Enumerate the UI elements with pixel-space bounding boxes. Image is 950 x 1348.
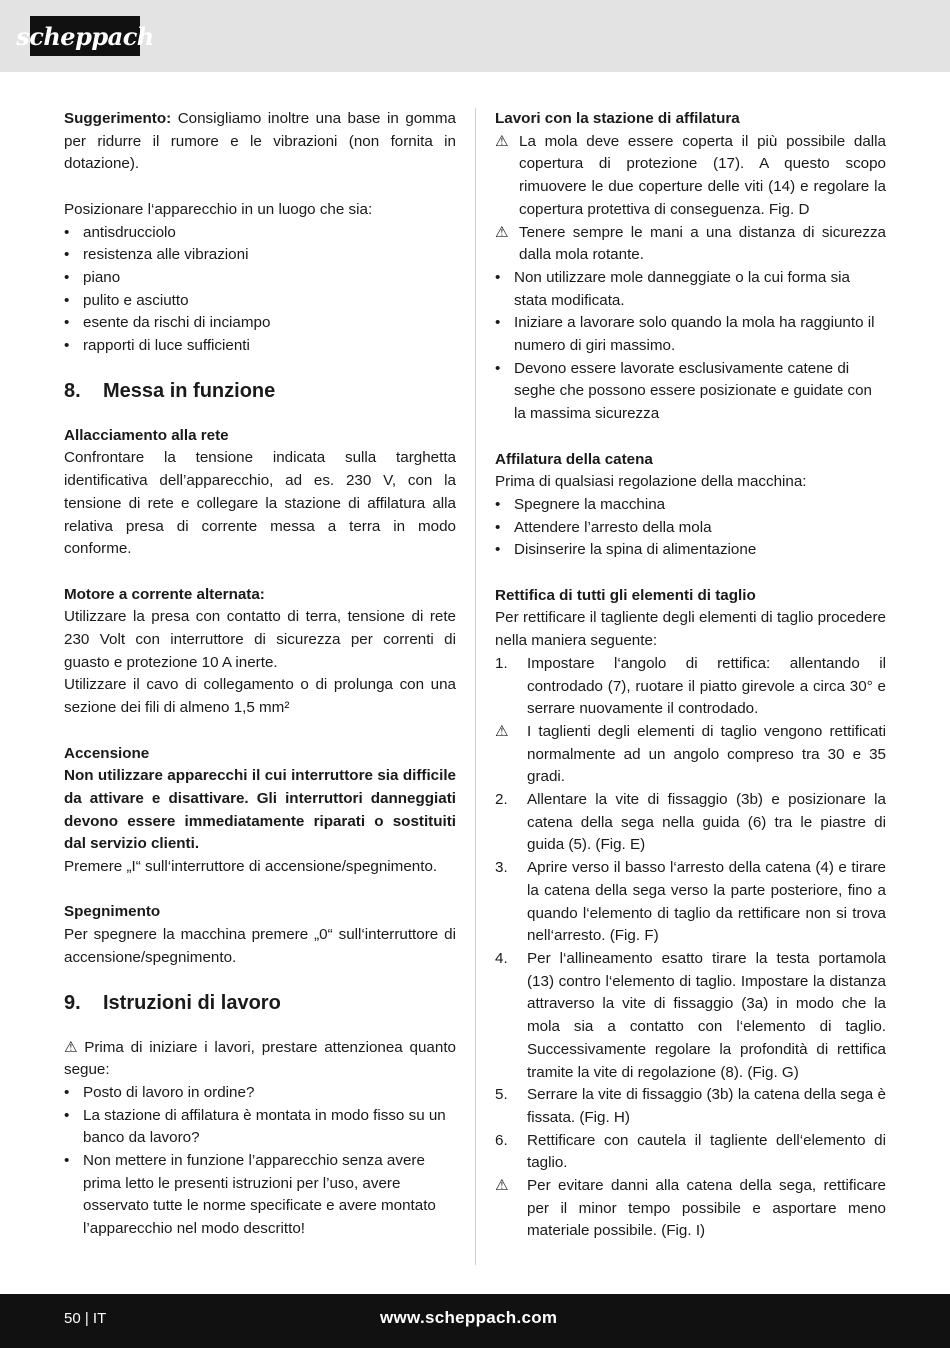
- section-8-heading: [64, 378, 456, 404]
- station-item: • Non utilizzare mole danneggiate o la cui forma sia stata modificata.: [495, 267, 886, 312]
- work-checklist: [64, 1082, 456, 1241]
- placement-item: • resistenza alle vibrazioni: [64, 244, 456, 267]
- footer-bar: [0, 1294, 950, 1348]
- grinding-steps: [495, 653, 886, 1243]
- switch-off-text: Per spegnere la macchina premere „0“ sull‘interruttore di accensione/spegnimento.: [64, 926, 456, 966]
- column-divider: [475, 108, 476, 1265]
- warning-icon: ⚠: [495, 722, 509, 740]
- grinding-step: [495, 653, 886, 721]
- mains-text: Confrontare la tensione indicata sulla targhetta identificativa dell’apparecchio, ad es. 230 V, con la tensione di rete e collegare la stazione di affilatura alla relativa presa di corrente messa a terra in modo conforme.: [64, 449, 456, 558]
- placement-intro: Posizionare l‘apparecchio in un luogo che sia:: [64, 200, 373, 218]
- page-number: 50 | IT: [64, 1310, 107, 1327]
- grinding-heading: Rettifica di tutti gli elementi di taglio: [495, 586, 756, 604]
- section-9-number: 9.: [64, 991, 81, 1014]
- placement-item: • piano: [64, 267, 456, 290]
- station-warning-2: [495, 222, 886, 267]
- placement-item: • rapporti di luce sufficienti: [64, 335, 456, 358]
- station-warning-1: [495, 131, 886, 222]
- motor-heading: Motore a corrente alternata:: [64, 585, 265, 603]
- scheppach-logo: scheppach: [30, 16, 140, 56]
- step-text: Impostare l‘angolo di rettifica: allentando il controdado (7), ruotare il piatto girevole a circa 30° e serrare nuovamente il controdado.: [527, 654, 886, 718]
- grinding-step: [495, 1084, 886, 1129]
- left-column: [64, 108, 456, 1241]
- step-number: 6.: [495, 1131, 508, 1149]
- placement-item: • antisdrucciolo: [64, 222, 456, 245]
- switch-off-heading: Spegnimento: [64, 903, 161, 921]
- step-text: Per evitare danni alla catena della sega, rettificare per il minor tempo possibile e asportare meno materiale possibile. (Fig. I): [527, 1177, 886, 1240]
- work-warning: [64, 1037, 456, 1082]
- sharpening-item: • Disinserire la spina di alimentazione: [495, 539, 886, 562]
- mains-heading: Allacciamento alla rete: [64, 426, 229, 444]
- section-9-title: Istruzioni di lavoro: [103, 991, 281, 1014]
- station-list: [495, 267, 886, 426]
- grinding-step: [495, 857, 886, 948]
- step-number: 3.: [495, 859, 508, 877]
- station-item: • Iniziare a lavorare solo quando la mola ha raggiunto il numero di giri massimo.: [495, 312, 886, 357]
- sharpening-intro: Prima di qualsiasi regolazione della macchina:: [495, 473, 807, 491]
- step-text: Rettificare con cautela il tagliente dell‘elemento di taglio.: [527, 1131, 886, 1172]
- placement-item: • esente da rischi di inciampo: [64, 312, 456, 335]
- motor-text-1: Utilizzare la presa con contatto di terra, tensione di rete 230 Volt con interruttore di sicurezza per correnti di guasto e protezione 10 A inerte.: [64, 608, 456, 671]
- switch-on-warning: Non utilizzare apparecchi il cui interruttore sia difficile da attivare e disattivare. Gli interruttori danneggiati devono essere immediatamente riparati o sostituiti dal servizio clienti.: [64, 767, 456, 853]
- warning-icon: ⚠: [495, 1177, 509, 1195]
- sharpening-list: [495, 494, 886, 562]
- tip-label: Suggerimento:: [64, 110, 172, 127]
- footer-url[interactable]: www.scheppach.com: [380, 1308, 558, 1327]
- station-warning-2-text: Tenere sempre le mani a una distanza di sicurezza dalla mola rotante.: [519, 223, 886, 264]
- warning-icon: ⚠: [495, 223, 509, 241]
- work-check-item: • Posto di lavoro in ordine?: [64, 1082, 456, 1105]
- switch-on-text: Premere „I“ sull‘interruttore di accensione/spegnimento.: [64, 858, 438, 876]
- section-8-title: Messa in funzione: [103, 379, 276, 402]
- right-column: [495, 108, 886, 1243]
- step-number: 5.: [495, 1086, 508, 1104]
- work-check-item: • Non mettere in funzione l’apparecchio senza avere prima letto le presenti istruzioni per l’uso, avere osservato tutte le norme specificate e avere montato l’apparecchio nel modo descritto!: [64, 1150, 456, 1241]
- step-number: 4.: [495, 949, 508, 967]
- step-text: Aprire verso il basso l‘arresto della catena (4) e tirare la catena della sega verso la parte posteriore, fino a quando l‘elemento di taglio da rettificare non si trova nell‘arresto. (Fig. F): [527, 859, 886, 945]
- grinding-step: [495, 948, 886, 1084]
- station-item: • Devono essere lavorate esclusivamente catene di seghe che possono essere posizionate e guidate con la massima sicurezza: [495, 358, 886, 426]
- grinding-intro: Per rettificare il tagliente degli elementi di taglio procedere nella maniera seguente:: [495, 609, 886, 650]
- grinding-step: [495, 1130, 886, 1175]
- warning-icon: ⚠: [64, 1038, 81, 1056]
- placement-list: [64, 222, 456, 358]
- switch-on-heading: Accensione: [64, 744, 150, 762]
- grinding-step: [495, 721, 886, 789]
- header-bar: [0, 0, 950, 72]
- grinding-step: [495, 1175, 886, 1243]
- station-heading: Lavori con la stazione di affilatura: [495, 110, 740, 127]
- step-text: Allentare la vite di fissaggio (3b) e posizionare la catena della sega nella guida (6) tra le piastre di guida (5). (Fig. E): [527, 791, 886, 854]
- tip-text: Consigliamo inoltre una base in gomma per ridurre il rumore e le vibrazioni (non fornita in dotazione).: [64, 110, 456, 173]
- step-text: I taglienti degli elementi di taglio vengono rettificati normalmente ad un angolo compreso tra 30 e 35 gradi.: [527, 722, 886, 786]
- work-check-item: • La stazione di affilatura è montata in modo fisso su un banco da lavoro?: [64, 1105, 456, 1150]
- motor-text-2: Utilizzare il cavo di collegamento o di prolunga con una sezione dei fili di almeno 1,5 mm²: [64, 676, 456, 717]
- step-number: 1.: [495, 654, 508, 672]
- step-text: Serrare la vite di fissaggio (3b) la catena della sega è fissata. (Fig. H): [527, 1086, 886, 1126]
- grinding-step: [495, 789, 886, 857]
- placement-item: • pulito e asciutto: [64, 290, 456, 313]
- section-8-number: 8.: [64, 379, 81, 402]
- station-warning-1-text: La mola deve essere coperta il più possibile dalla copertura di protezione (17). A questo scopo rimuovere le due coperture delle viti (14) e regolare la copertura protettiva di conseguenza. Fig. D: [519, 132, 886, 218]
- sharpening-item: • Spegnere la macchina: [495, 494, 886, 517]
- step-text: Per l‘allineamento esatto tirare la testa portamola (13) contro l‘elemento di taglio. Impostare la distanza attraverso la vite di fissaggio (3a) in modo che la mola sia a contatto con l‘elemento di taglio. Successivamente regolare la profondità di rettifica tramite la vite di regolazione (8). (Fig. G): [527, 949, 886, 1081]
- warning-icon: ⚠: [495, 132, 509, 150]
- tip-paragraph: [64, 108, 456, 176]
- section-9-heading: [64, 990, 456, 1016]
- work-warning-text: Prima di iniziare i lavori, prestare attenzionea quanto segue:: [64, 1038, 456, 1079]
- step-number: 2.: [495, 791, 508, 809]
- sharpening-heading: Affilatura della catena: [495, 450, 653, 468]
- sharpening-item: • Attendere l’arresto della mola: [495, 517, 886, 540]
